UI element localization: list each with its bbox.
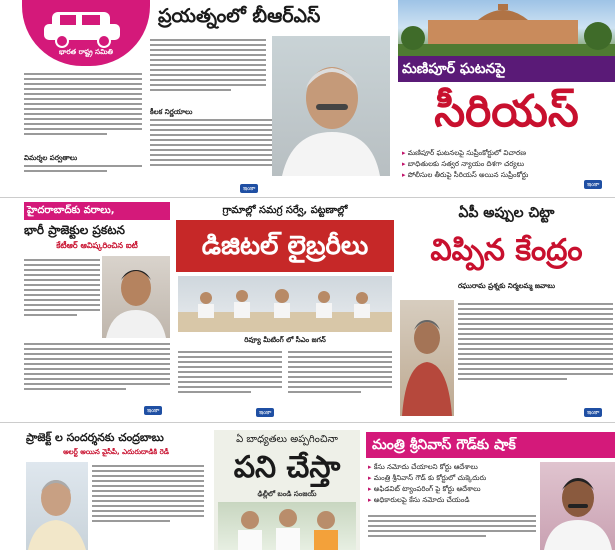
srinivas-point-2: ▸ మంత్రి శ్రీనివాస్ గౌడ్ కు కోర్టులో చుక్కెదురు	[368, 473, 538, 484]
manipur-point-1: ▸ మణిపూర్ ఘటనలపై సుప్రీంకోర్టులో విచారణ	[402, 148, 582, 159]
library-read-more[interactable]: ఇంకా	[256, 408, 274, 417]
srinivas-point-1: ▸ కేసు నమోదు చేయాలని కోర్టు ఆదేశాలు	[368, 462, 538, 473]
sanjay-kicker: ఏ బాధ్యతలు అప్పగించినా	[236, 434, 338, 445]
manipur-read-more[interactable]: ఇంకా	[584, 180, 602, 189]
sanjay-byline: ఢిల్లీలో బండి సంజయ్	[257, 490, 317, 498]
library-caption: రివ్యూ మీటింగ్ లో సీఎం జగన్	[244, 336, 326, 344]
debt-kicker: ఏపీ అప్పుల చిట్టా	[458, 205, 555, 221]
hyderabad-kicker: హైదరాబాద్‌కు వరాలు,	[24, 202, 170, 220]
row-divider-1	[0, 197, 615, 198]
manipur-story[interactable]	[398, 0, 615, 196]
srinivas-headline[interactable]: మంత్రి శ్రీనివాస్ గౌడ్‌కు షాక్	[366, 432, 615, 458]
manipur-kicker: మణిపూర్ ఘటనపై	[398, 56, 615, 82]
sanjay-story[interactable]	[214, 430, 360, 550]
hyderabad-story[interactable]	[0, 200, 172, 420]
srinivas-points	[368, 462, 538, 510]
chandrababu-headline[interactable]: ప్రాజెక్ట్ ల సందర్శనకు చంద్రబాబు	[26, 431, 164, 444]
kcr-photo	[272, 36, 390, 176]
library-headline[interactable]: డిజిటల్ లైబ్రరీలు	[176, 220, 394, 272]
debt-headline[interactable]: విప్పిన కేంద్రం	[430, 233, 583, 268]
manipur-point-3: ▸ పోలీసుల తీరుపై సీరియస్ అయిన సుప్రీంకోర్టు	[402, 170, 582, 181]
ktr-photo	[102, 256, 170, 338]
sanjay-headline[interactable]: పని చేస్తా	[233, 450, 341, 485]
library-kicker: గ్రామాల్లో సమగ్ర సర్వే, పట్టణాల్లో	[222, 205, 348, 216]
hyderabad-body-2	[24, 340, 170, 412]
chandrababu-photo	[26, 462, 88, 550]
debt-byline: రఘురామ ప్రశ్నకు నిర్మలమ్మ జవాబు	[457, 282, 556, 290]
debt-read-more[interactable]: ఇంకా	[584, 408, 602, 417]
supreme-court-photo	[398, 0, 615, 56]
hyderabad-headline[interactable]: భారీ ప్రాజెక్టుల ప్రకటన	[24, 223, 125, 237]
srinivas-body	[368, 512, 536, 550]
brs-logo-caption: భారత రాష్ట్ర సమితి	[59, 48, 113, 56]
brs-body-mid	[150, 36, 266, 106]
hyderabad-body-1	[24, 256, 100, 336]
hyderabad-read-more[interactable]: ఇంకా	[144, 406, 162, 415]
chandrababu-byline: అలర్ట్ అయిన వైసీపీ, ఎదురుదాడికి రెడీ	[63, 448, 169, 456]
debt-story[interactable]	[398, 200, 615, 420]
manipur-headline[interactable]: సీరియస్	[434, 86, 579, 137]
sanjay-photo	[218, 502, 356, 550]
brs-subhead-2: కీలక నిర్ణయాలు	[150, 108, 193, 116]
meeting-photo	[178, 276, 392, 332]
srinivas-point-3: ▸ అఫిడవిట్ ట్యాంపరింగ్ పై కోర్టు ఆదేశాలు	[368, 484, 538, 495]
row-divider-2	[0, 422, 615, 423]
srinivas-photo	[540, 462, 615, 550]
nirmala-photo	[400, 300, 454, 416]
srinivas-story[interactable]	[366, 430, 615, 550]
brs-story[interactable]	[0, 0, 394, 196]
hyderabad-subhead: కేటీఆర్ ఆవిష్కరించిన ఐటీ	[56, 241, 138, 250]
library-body-left	[178, 348, 282, 414]
manipur-point-2: ▸ బాధితులకు సత్వర న్యాయం దిశగా చర్యలు	[402, 159, 582, 170]
library-story[interactable]	[176, 200, 394, 420]
chandrababu-story[interactable]	[0, 424, 206, 550]
chandrababu-body	[92, 462, 204, 548]
brs-logo	[22, 0, 150, 66]
manipur-points	[402, 148, 582, 192]
library-body-right	[288, 348, 392, 414]
brs-headline[interactable]: ప్రయత్నంలో బీఆర్ఎస్	[158, 5, 321, 27]
srinivas-point-4: ▸ అధికారులపై కేసు నమోదు చేయండి	[368, 495, 538, 506]
brs-body-left	[24, 70, 142, 154]
brs-body-left-2	[24, 162, 142, 192]
brs-subhead-1: విమర్శల పర్వతాలు	[24, 154, 78, 162]
debt-body-1	[458, 300, 613, 412]
brs-read-more[interactable]: ఇంకా	[240, 184, 258, 193]
